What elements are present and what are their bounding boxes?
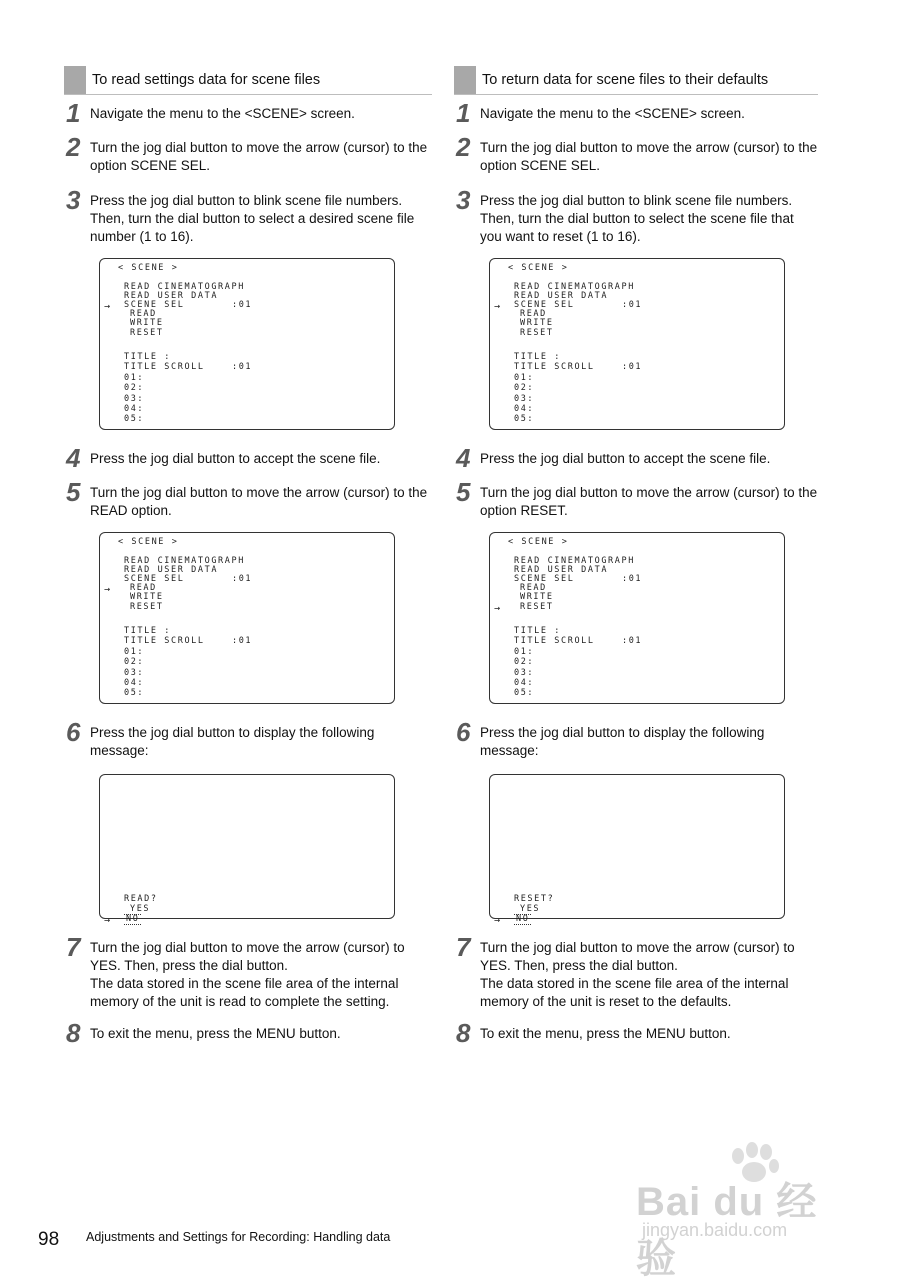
message-yes: YES	[130, 904, 151, 914]
menu-title: TITLE :	[124, 626, 172, 636]
menu-slot-02: 02:	[124, 383, 145, 393]
baidu-watermark	[636, 1142, 858, 1281]
cursor-arrow-icon: →	[104, 301, 111, 312]
menu-screen	[99, 532, 395, 704]
step-8	[454, 1018, 818, 1048]
step-number: 6	[456, 717, 471, 747]
cursor-arrow-icon: →	[494, 603, 501, 614]
menu-title-scroll: TITLE SCROLL	[514, 636, 595, 646]
message-no-blink: NO	[516, 914, 530, 924]
step-8	[64, 1018, 432, 1048]
step-text: Press the jog dial button to blink scene file numbers. Then, turn the dial button to select the scene file that you want to reset (1 to 16).	[480, 193, 794, 244]
step-number: 4	[456, 443, 471, 473]
step-1	[454, 98, 818, 128]
menu-write: WRITE	[520, 318, 554, 328]
step-text: Press the jog dial button to accept the scene file.	[90, 451, 381, 466]
step-2	[454, 132, 818, 175]
page-number: 98	[38, 1229, 60, 1250]
menu-slot-01: 01:	[124, 647, 145, 657]
step-4	[454, 443, 818, 473]
step-number: 6	[66, 717, 81, 747]
menu-scene-sel: SCENE SEL	[514, 300, 575, 310]
menu-slot-05: 05:	[124, 414, 145, 424]
menu-slot-02: 02:	[514, 383, 535, 393]
step-5	[454, 477, 818, 520]
step-text: To exit the menu, press the MENU button.	[90, 1026, 341, 1041]
heading-title: To return data for scene files to their defaults	[482, 72, 769, 88]
menu-slot-03: 03:	[124, 394, 145, 404]
step-7	[64, 932, 432, 1011]
cursor-arrow-icon: →	[104, 915, 111, 926]
menu-title: TITLE :	[124, 352, 172, 362]
step-text: Turn the jog dial button to move the arrow (cursor) to the READ option.	[90, 485, 428, 518]
step-number: 2	[456, 132, 471, 162]
step-text: To exit the menu, press the MENU button.	[480, 1026, 731, 1041]
step-text: Press the jog dial button to accept the scene file.	[480, 451, 771, 466]
menu-scene-sel: SCENE SEL	[514, 574, 575, 584]
step-4	[64, 443, 432, 473]
message-question: READ?	[124, 894, 158, 904]
step-number: 8	[66, 1018, 81, 1048]
menu-header: < SCENE >	[118, 537, 179, 547]
message-yes: YES	[520, 904, 541, 914]
step-3	[454, 185, 818, 246]
menu-slot-05: 05:	[514, 414, 535, 424]
step-text: Press the jog dial button to blink scene file numbers. Then, turn the dial button to select a desired scene file number (1 to 16).	[90, 193, 415, 244]
step-number: 4	[66, 443, 81, 473]
cursor-arrow-icon: →	[494, 915, 501, 926]
message-no-blink: NO	[126, 914, 140, 924]
menu-title-scroll-value: :01	[622, 362, 643, 372]
menu-scene-sel: SCENE SEL	[124, 574, 185, 584]
step-text: Turn the jog dial button to move the arrow (cursor) to YES. Then, press the dial button. The data stored in the scene file area of the internal memory of the unit is reset to the defaults.	[480, 940, 795, 1009]
menu-slot-02: 02:	[124, 657, 145, 667]
menu-header: < SCENE >	[508, 263, 569, 273]
step-6	[454, 717, 818, 760]
menu-reset: RESET	[520, 602, 554, 612]
message-no	[514, 914, 531, 925]
menu-scene-sel-value: :01	[232, 300, 253, 310]
menu-title-scroll: TITLE SCROLL	[124, 636, 205, 646]
step-3	[64, 185, 432, 246]
menu-title-scroll: TITLE SCROLL	[514, 362, 595, 372]
step-6	[64, 717, 432, 760]
step-2	[64, 132, 432, 175]
menu-slot-02: 02:	[514, 657, 535, 667]
menu-scene-sel: SCENE SEL	[124, 300, 185, 310]
step-number: 1	[456, 98, 471, 128]
menu-read-user-data: READ USER DATA	[124, 565, 219, 575]
menu-write: WRITE	[520, 592, 554, 602]
message-screen	[99, 774, 395, 926]
menu-scene-sel-value: :01	[622, 574, 643, 584]
cursor-arrow-icon: →	[104, 584, 111, 595]
menu-read-user-data: READ USER DATA	[514, 565, 609, 575]
right-column	[454, 66, 818, 1048]
left-column	[64, 66, 432, 1048]
menu-screen	[489, 532, 785, 704]
watermark-logo: Bai du 经验	[636, 1180, 818, 1281]
heading-title: To read settings data for scene files	[92, 72, 321, 88]
step-number: 1	[66, 98, 81, 128]
menu-scene-sel-value: :01	[232, 574, 253, 584]
step-7	[454, 932, 818, 1011]
step-text: Turn the jog dial button to move the arrow (cursor) to the option SCENE SEL.	[480, 140, 818, 173]
menu-header: < SCENE >	[508, 537, 569, 547]
step-number: 8	[456, 1018, 471, 1048]
menu-slot-04: 04:	[124, 678, 145, 688]
step-text: Turn the jog dial button to move the arrow (cursor) to YES. Then, press the dial button. The data stored in the scene file area of the internal memory of the unit is read to complete the setting.	[90, 940, 405, 1009]
menu-title: TITLE :	[514, 626, 562, 636]
menu-title: TITLE :	[514, 352, 562, 362]
menu-slot-04: 04:	[514, 678, 535, 688]
menu-read: READ	[520, 309, 547, 319]
step-5	[64, 477, 432, 520]
step-number: 3	[66, 185, 81, 215]
step-1	[64, 98, 432, 128]
menu-write: WRITE	[130, 318, 164, 328]
menu-read: READ	[520, 583, 547, 593]
step-number: 3	[456, 185, 471, 215]
menu-slot-05: 05:	[514, 688, 535, 698]
message-question: RESET?	[514, 894, 555, 904]
message-no	[124, 914, 141, 925]
heading-marker	[64, 66, 86, 94]
menu-slot-01: 01:	[124, 373, 145, 383]
step-number: 5	[66, 477, 81, 507]
menu-read-cinematograph: READ CINEMATOGRAPH	[124, 282, 245, 292]
section-heading-reset	[454, 66, 818, 95]
section-heading-read	[64, 66, 432, 95]
menu-slot-01: 01:	[514, 647, 535, 657]
step-number: 7	[456, 932, 471, 962]
menu-screen	[99, 258, 395, 430]
step-text: Navigate the menu to the <SCENE> screen.	[480, 106, 745, 121]
menu-write: WRITE	[130, 592, 164, 602]
step-number: 5	[456, 477, 471, 507]
step-text: Press the jog dial button to display the following message:	[480, 725, 765, 758]
step-number: 2	[66, 132, 81, 162]
menu-read: READ	[130, 583, 157, 593]
menu-title-scroll-value: :01	[232, 636, 253, 646]
menu-title-scroll: TITLE SCROLL	[124, 362, 205, 372]
menu-slot-03: 03:	[514, 668, 535, 678]
menu-reset: RESET	[130, 602, 164, 612]
menu-read-user-data: READ USER DATA	[514, 291, 609, 301]
menu-title-scroll-value: :01	[232, 362, 253, 372]
footer-text: Adjustments and Settings for Recording: Handling data	[86, 1230, 391, 1244]
heading-marker	[454, 66, 476, 94]
menu-read: READ	[130, 309, 157, 319]
menu-scene-sel-value: :01	[622, 300, 643, 310]
menu-slot-05: 05:	[124, 688, 145, 698]
step-text: Turn the jog dial button to move the arrow (cursor) to the option RESET.	[480, 485, 818, 518]
step-text: Turn the jog dial button to move the arrow (cursor) to the option SCENE SEL.	[90, 140, 428, 173]
menu-slot-03: 03:	[124, 668, 145, 678]
menu-slot-01: 01:	[514, 373, 535, 383]
menu-slot-03: 03:	[514, 394, 535, 404]
cursor-arrow-icon: →	[494, 301, 501, 312]
menu-title-scroll-value: :01	[622, 636, 643, 646]
step-text: Navigate the menu to the <SCENE> screen.	[90, 106, 355, 121]
menu-header: < SCENE >	[118, 263, 179, 273]
step-number: 7	[66, 932, 81, 962]
menu-read-user-data: READ USER DATA	[124, 291, 219, 301]
menu-read-cinematograph: READ CINEMATOGRAPH	[124, 556, 245, 566]
message-screen	[489, 774, 785, 926]
step-text: Press the jog dial button to display the following message:	[90, 725, 375, 758]
menu-read-cinematograph: READ CINEMATOGRAPH	[514, 282, 635, 292]
watermark-url: jingyan.baidu.com	[642, 1220, 788, 1240]
menu-reset: RESET	[520, 328, 554, 338]
menu-reset: RESET	[130, 328, 164, 338]
menu-slot-04: 04:	[124, 404, 145, 414]
menu-slot-04: 04:	[514, 404, 535, 414]
menu-screen	[489, 258, 785, 430]
menu-read-cinematograph: READ CINEMATOGRAPH	[514, 556, 635, 566]
